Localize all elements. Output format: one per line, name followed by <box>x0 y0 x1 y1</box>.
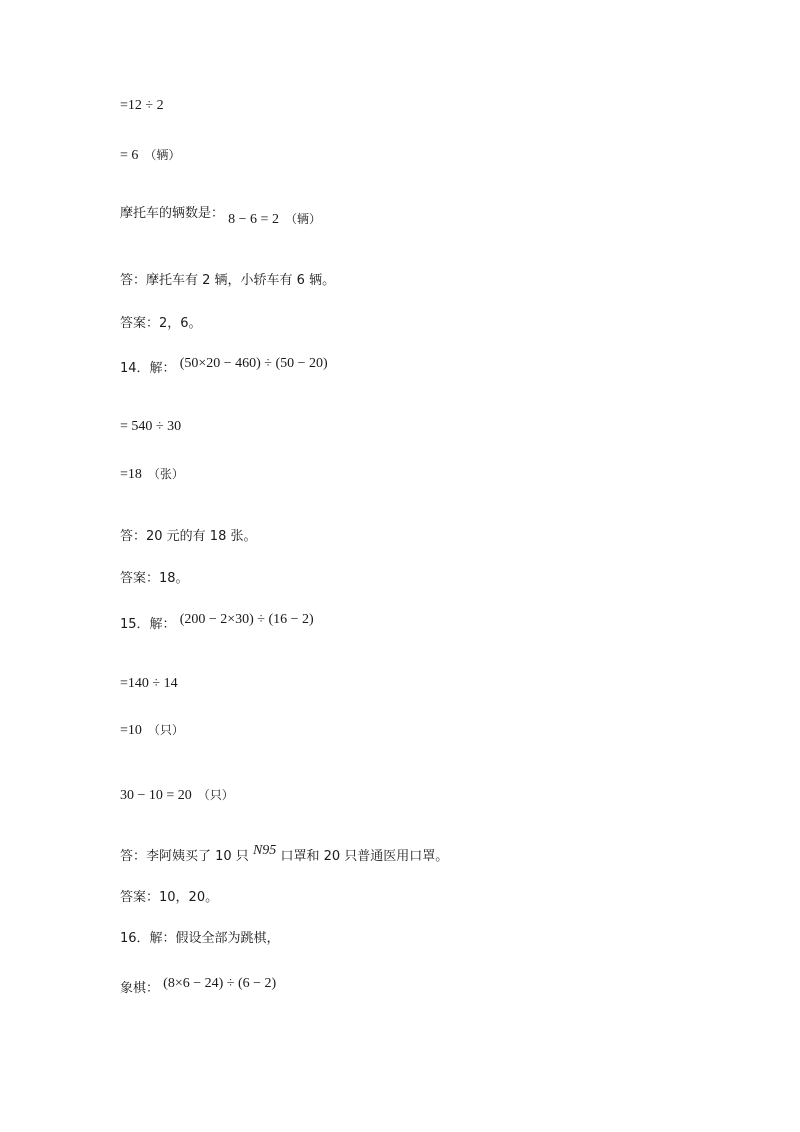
expression: 8 − 6 = 2 <box>228 212 279 227</box>
answer-sentence-15 <box>120 843 449 866</box>
final-answer-15 <box>120 889 218 907</box>
step-30-minus-10 <box>120 786 234 805</box>
answer-text: 答：摩托车有 2 辆，小轿车有 6 辆。 <box>120 273 336 288</box>
final-answer-14 <box>120 570 189 588</box>
unit-label: （辆） <box>144 148 181 162</box>
answer-sentence-13 <box>120 272 335 290</box>
expression: = 540 ÷ 30 <box>120 419 182 434</box>
step-result-18-sheets <box>120 465 184 484</box>
problem-15-solution-head <box>120 611 314 632</box>
n95-term: N95 <box>252 843 277 858</box>
expression: =10 <box>120 723 142 738</box>
answer-text: 答案：10，20。 <box>120 890 219 905</box>
expression: (50×20 − 460) ÷ (50 − 20) <box>179 356 328 371</box>
step-12-div-2 <box>120 97 164 115</box>
step-result-10 <box>120 721 184 740</box>
expression: =12 ÷ 2 <box>120 98 164 113</box>
step-540-div-30 <box>120 418 181 436</box>
expression: =140 ÷ 14 <box>120 676 178 691</box>
answer-text-b: 口罩和 20 只普通医用口罩。 <box>280 849 449 864</box>
answer-text: 答案：18。 <box>120 571 189 586</box>
step-140-div-14 <box>120 675 178 693</box>
unit-label: （辆） <box>284 212 321 226</box>
chess-calculation-line <box>120 975 277 996</box>
answer-sentence-14 <box>120 528 256 546</box>
unit-label: （张） <box>147 467 184 481</box>
answer-text-a: 答：李阿姨买了 10 只 <box>120 849 249 864</box>
problem-text: 16．解：假设全部为跳棋， <box>120 931 280 946</box>
problem-16-solution-head <box>120 930 280 948</box>
problem-14-solution-head <box>120 355 328 376</box>
unit-label: （只） <box>197 788 234 802</box>
label-text: 摩托车的辆数是： <box>120 206 225 221</box>
expression: (8×6 − 24) ÷ (6 − 2) <box>163 976 277 991</box>
problem-number: 14．解： <box>120 361 176 376</box>
answer-text: 答案：2，6。 <box>120 316 202 331</box>
problem-number: 15．解： <box>120 617 176 632</box>
motorcycle-count-line <box>120 206 321 229</box>
expression: = 6 <box>120 148 139 163</box>
unit-label: （只） <box>147 723 184 737</box>
answer-text: 答：20 元的有 18 张。 <box>120 529 257 544</box>
step-result-6-cars <box>120 146 180 165</box>
expression: 30 − 10 = 20 <box>120 788 192 803</box>
expression: =18 <box>120 467 142 482</box>
final-answer-13 <box>120 315 202 333</box>
label-text: 象棋： <box>120 981 160 996</box>
expression: (200 − 2×30) ÷ (16 − 2) <box>179 612 314 627</box>
